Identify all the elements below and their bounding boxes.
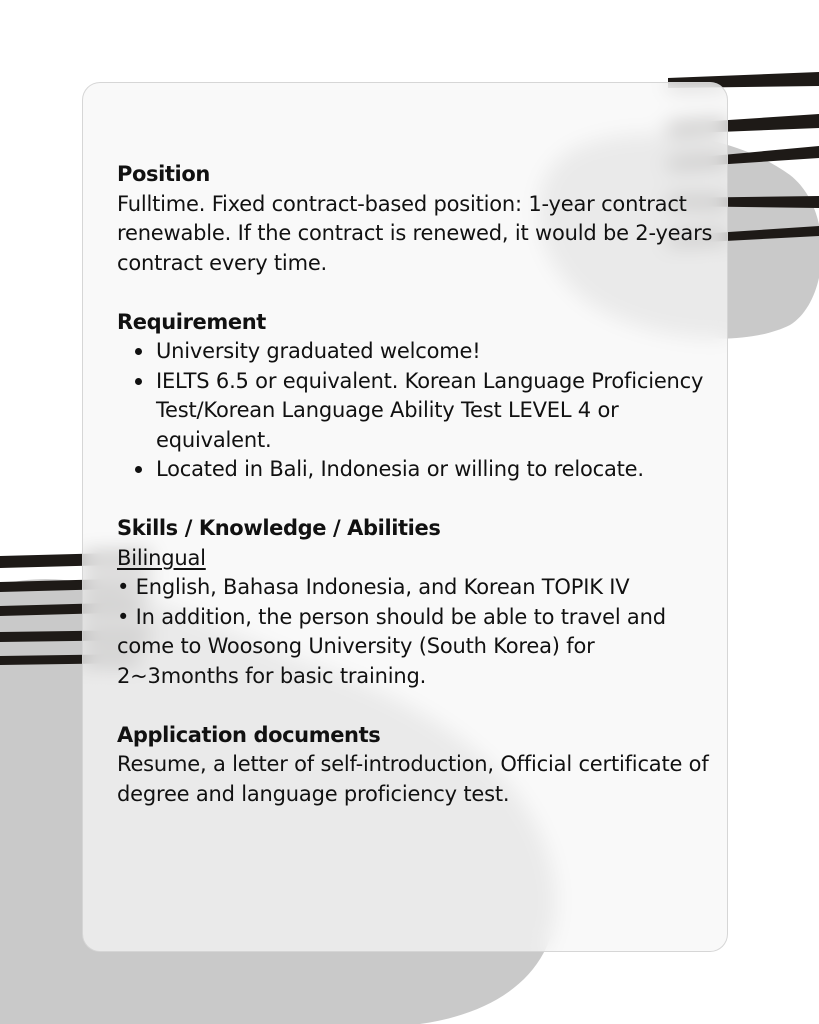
requirement-item: IELTS 6.5 or equivalent. Korean Language Proficiency Test/Korean Language Ability Test LEVEL 4 or equivalent. [156,367,717,456]
skills-heading: Skills / Knowledge / Abilities [117,516,441,540]
requirement-heading: Requirement [117,309,266,334]
bilingual-subheading: Bilingual [117,545,206,570]
requirement-section [117,308,717,485]
documents-section [117,721,717,810]
skills-section [117,514,717,691]
position-section [117,160,717,278]
position-body: Fulltime. Fixed contract-based position: 1-year contract renewable. If the contract is renewed, it would be 2-years contract every time. [117,191,713,275]
requirement-list [117,337,717,485]
position-heading: Position [117,162,210,186]
skills-line: • In addition, the person should be able to travel and come to Woosong University (South Korea) for 2~3months for basic training. [117,604,666,688]
documents-heading: Application documents [117,722,381,747]
requirement-item: University graduated welcome! [156,337,717,367]
documents-body: Resume, a letter of self-introduction, Official certificate of degree and language proficiency test. [117,752,709,806]
requirement-item: Located in Bali, Indonesia or willing to relocate. [156,455,717,485]
job-details [117,160,717,839]
skills-line: • English, Bahasa Indonesia, and Korean TOPIK IV [117,575,630,599]
